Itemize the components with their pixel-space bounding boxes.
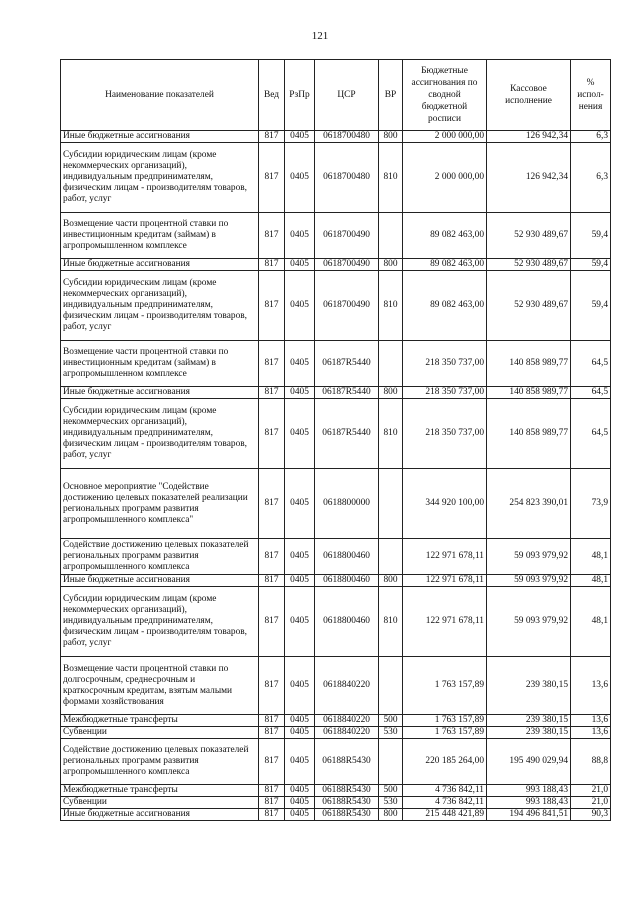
cell-plan: 89 082 463,00 <box>403 271 487 341</box>
cell-exec: 239 380,15 <box>487 715 571 727</box>
cell-csr: 06187R5440 <box>315 399 379 469</box>
cell-csr: 06188R5430 <box>315 785 379 797</box>
cell-name: Субвенции <box>61 797 259 809</box>
cell-rzpr: 0405 <box>285 213 315 259</box>
cell-ved: 817 <box>259 387 285 399</box>
cell-csr: 06187R5440 <box>315 387 379 399</box>
header-pct: % испол-нения <box>571 60 611 131</box>
cell-csr: 06188R5430 <box>315 809 379 821</box>
cell-rzpr: 0405 <box>285 259 315 271</box>
cell-plan: 4 736 842,11 <box>403 785 487 797</box>
cell-pct: 6,3 <box>571 143 611 213</box>
cell-rzpr: 0405 <box>285 539 315 575</box>
cell-name: Содействие достижению целевых показателей региональных программ развития агропромышленного комплекса <box>61 739 259 785</box>
table-row <box>61 399 611 469</box>
cell-name: Иные бюджетные ассигнования <box>61 131 259 143</box>
cell-vr: 530 <box>379 727 403 739</box>
cell-exec: 140 858 989,77 <box>487 399 571 469</box>
cell-ved: 817 <box>259 587 285 657</box>
cell-name: Межбюджетные трансферты <box>61 785 259 797</box>
header-plan: Бюджетные ассигнования по сводной бюджетной росписи <box>403 60 487 131</box>
cell-pct: 48,1 <box>571 539 611 575</box>
cell-plan: 218 350 737,00 <box>403 399 487 469</box>
table-row <box>61 131 611 143</box>
cell-vr: 530 <box>379 797 403 809</box>
cell-vr: 800 <box>379 387 403 399</box>
table-row <box>61 587 611 657</box>
cell-name: Содействие достижению целевых показателей региональных программ развития агропромышленного комплекса <box>61 539 259 575</box>
cell-rzpr: 0405 <box>285 469 315 539</box>
cell-name: Возмещение части процентной ставки по инвестиционным кредитам (займам) в агропромышленном комплексе <box>61 213 259 259</box>
cell-vr: 500 <box>379 785 403 797</box>
cell-exec: 52 930 489,67 <box>487 259 571 271</box>
cell-rzpr: 0405 <box>285 341 315 387</box>
cell-ved: 817 <box>259 657 285 715</box>
cell-ved: 817 <box>259 739 285 785</box>
cell-pct: 21,0 <box>571 797 611 809</box>
cell-name: Иные бюджетные ассигнования <box>61 809 259 821</box>
cell-ved: 817 <box>259 785 285 797</box>
table-row <box>61 727 611 739</box>
cell-exec: 140 858 989,77 <box>487 387 571 399</box>
cell-csr: 0618840220 <box>315 715 379 727</box>
cell-pct: 59,4 <box>571 259 611 271</box>
cell-ved: 817 <box>259 341 285 387</box>
cell-csr: 0618700480 <box>315 143 379 213</box>
cell-csr: 0618840220 <box>315 657 379 715</box>
cell-pct: 64,5 <box>571 399 611 469</box>
cell-exec: 59 093 979,92 <box>487 587 571 657</box>
cell-ved: 817 <box>259 271 285 341</box>
cell-vr: 800 <box>379 575 403 587</box>
cell-pct: 73,9 <box>571 469 611 539</box>
header-rzpr: РзПр <box>285 60 315 131</box>
page-number: 121 <box>311 30 329 42</box>
table-row <box>61 271 611 341</box>
cell-rzpr: 0405 <box>285 739 315 785</box>
cell-csr: 0618840220 <box>315 727 379 739</box>
cell-pct: 21,0 <box>571 785 611 797</box>
cell-pct: 64,5 <box>571 341 611 387</box>
cell-vr: 800 <box>379 809 403 821</box>
cell-pct: 59,4 <box>571 271 611 341</box>
cell-rzpr: 0405 <box>285 657 315 715</box>
cell-name: Иные бюджетные ассигнования <box>61 387 259 399</box>
cell-vr <box>379 739 403 785</box>
header-vr: ВР <box>379 60 403 131</box>
cell-plan: 344 920 100,00 <box>403 469 487 539</box>
cell-name: Субвенции <box>61 727 259 739</box>
table-row <box>61 575 611 587</box>
cell-plan: 1 763 157,89 <box>403 715 487 727</box>
cell-rzpr: 0405 <box>285 271 315 341</box>
header-ved: Вед <box>259 60 285 131</box>
cell-rzpr: 0405 <box>285 727 315 739</box>
cell-rzpr: 0405 <box>285 399 315 469</box>
cell-csr: 0618700490 <box>315 271 379 341</box>
cell-vr: 810 <box>379 587 403 657</box>
cell-ved: 817 <box>259 143 285 213</box>
cell-csr: 06188R5430 <box>315 797 379 809</box>
table-row <box>61 797 611 809</box>
cell-pct: 59,4 <box>571 213 611 259</box>
cell-plan: 218 350 737,00 <box>403 387 487 399</box>
cell-pct: 13,6 <box>571 715 611 727</box>
cell-csr: 06188R5430 <box>315 739 379 785</box>
cell-vr: 810 <box>379 399 403 469</box>
cell-vr <box>379 213 403 259</box>
cell-ved: 817 <box>259 727 285 739</box>
cell-exec: 59 093 979,92 <box>487 575 571 587</box>
cell-pct: 13,6 <box>571 727 611 739</box>
cell-plan: 122 971 678,11 <box>403 539 487 575</box>
cell-exec: 140 858 989,77 <box>487 341 571 387</box>
cell-exec: 52 930 489,67 <box>487 213 571 259</box>
cell-name: Субсидии юридическим лицам (кроме некоммерческих организаций), индивидуальным предпринимателям, физическим лицам - производителям товаров, работ, услуг <box>61 143 259 213</box>
cell-vr <box>379 341 403 387</box>
table-row <box>61 259 611 271</box>
cell-ved: 817 <box>259 131 285 143</box>
table-row <box>61 387 611 399</box>
cell-pct: 88,8 <box>571 739 611 785</box>
table-row <box>61 715 611 727</box>
table-row <box>61 341 611 387</box>
cell-plan: 1 763 157,89 <box>403 727 487 739</box>
cell-exec: 239 380,15 <box>487 657 571 715</box>
cell-plan: 215 448 421,89 <box>403 809 487 821</box>
cell-ved: 817 <box>259 809 285 821</box>
cell-name: Межбюджетные трансферты <box>61 715 259 727</box>
cell-name: Иные бюджетные ассигнования <box>61 259 259 271</box>
cell-vr <box>379 469 403 539</box>
cell-csr: 0618800000 <box>315 469 379 539</box>
table-body <box>61 131 611 821</box>
table-row <box>61 657 611 715</box>
cell-rzpr: 0405 <box>285 131 315 143</box>
cell-vr <box>379 657 403 715</box>
cell-csr: 0618700490 <box>315 213 379 259</box>
cell-exec: 194 496 841,51 <box>487 809 571 821</box>
cell-exec: 239 380,15 <box>487 727 571 739</box>
cell-pct: 64,5 <box>571 387 611 399</box>
cell-csr: 06187R5440 <box>315 341 379 387</box>
cell-pct: 48,1 <box>571 575 611 587</box>
cell-csr: 0618700480 <box>315 131 379 143</box>
cell-name: Субсидии юридическим лицам (кроме некоммерческих организаций), индивидуальным предпринимателям, физическим лицам - производителям товаров, работ, услуг <box>61 587 259 657</box>
cell-pct: 48,1 <box>571 587 611 657</box>
cell-vr: 800 <box>379 259 403 271</box>
cell-exec: 254 823 390,01 <box>487 469 571 539</box>
table-header-row <box>61 60 611 131</box>
cell-ved: 817 <box>259 213 285 259</box>
cell-rzpr: 0405 <box>285 387 315 399</box>
cell-exec: 52 930 489,67 <box>487 271 571 341</box>
cell-vr <box>379 539 403 575</box>
cell-plan: 2 000 000,00 <box>403 131 487 143</box>
cell-exec: 993 188,43 <box>487 797 571 809</box>
cell-csr: 0618800460 <box>315 575 379 587</box>
table-row <box>61 739 611 785</box>
cell-pct: 6,3 <box>571 131 611 143</box>
cell-pct: 90,3 <box>571 809 611 821</box>
cell-csr: 0618800460 <box>315 587 379 657</box>
table-row <box>61 539 611 575</box>
cell-name: Основное мероприятие "Содействие достижению целевых показателей реализации региональных программ развития агропромышленного комплекса" <box>61 469 259 539</box>
cell-ved: 817 <box>259 469 285 539</box>
cell-plan: 89 082 463,00 <box>403 259 487 271</box>
cell-vr: 800 <box>379 131 403 143</box>
table-row <box>61 213 611 259</box>
header-csr: ЦСР <box>315 60 379 131</box>
cell-exec: 59 093 979,92 <box>487 539 571 575</box>
cell-ved: 817 <box>259 797 285 809</box>
cell-name: Иные бюджетные ассигнования <box>61 575 259 587</box>
cell-vr: 500 <box>379 715 403 727</box>
cell-ved: 817 <box>259 715 285 727</box>
cell-vr: 810 <box>379 143 403 213</box>
cell-plan: 218 350 737,00 <box>403 341 487 387</box>
cell-name: Возмещение части процентной ставки по долгосрочным, среднесрочным и краткосрочным кредитам, взятым малыми формами хозяйствования <box>61 657 259 715</box>
budget-execution-table <box>60 59 611 821</box>
cell-ved: 817 <box>259 575 285 587</box>
cell-plan: 122 971 678,11 <box>403 587 487 657</box>
cell-rzpr: 0405 <box>285 587 315 657</box>
cell-pct: 13,6 <box>571 657 611 715</box>
cell-ved: 817 <box>259 259 285 271</box>
cell-plan: 220 185 264,00 <box>403 739 487 785</box>
cell-rzpr: 0405 <box>285 143 315 213</box>
cell-ved: 817 <box>259 539 285 575</box>
cell-exec: 195 490 029,94 <box>487 739 571 785</box>
cell-plan: 2 000 000,00 <box>403 143 487 213</box>
cell-rzpr: 0405 <box>285 575 315 587</box>
cell-plan: 122 971 678,11 <box>403 575 487 587</box>
cell-exec: 126 942,34 <box>487 131 571 143</box>
cell-plan: 89 082 463,00 <box>403 213 487 259</box>
cell-rzpr: 0405 <box>285 715 315 727</box>
table-row <box>61 785 611 797</box>
table-row <box>61 809 611 821</box>
header-exec: Кассовое исполнение <box>487 60 571 131</box>
table-row <box>61 143 611 213</box>
cell-rzpr: 0405 <box>285 797 315 809</box>
cell-rzpr: 0405 <box>285 809 315 821</box>
cell-vr: 810 <box>379 271 403 341</box>
cell-csr: 0618800460 <box>315 539 379 575</box>
header-name: Наименование показателей <box>61 60 259 131</box>
table-row <box>61 469 611 539</box>
cell-exec: 126 942,34 <box>487 143 571 213</box>
cell-exec: 993 188,43 <box>487 785 571 797</box>
cell-csr: 0618700490 <box>315 259 379 271</box>
cell-plan: 1 763 157,89 <box>403 657 487 715</box>
cell-name: Возмещение части процентной ставки по инвестиционным кредитам (займам) в агропромышленном комплексе <box>61 341 259 387</box>
cell-rzpr: 0405 <box>285 785 315 797</box>
cell-name: Субсидии юридическим лицам (кроме некоммерческих организаций), индивидуальным предпринимателям, физическим лицам - производителям товаров, работ, услуг <box>61 271 259 341</box>
cell-ved: 817 <box>259 399 285 469</box>
cell-name: Субсидии юридическим лицам (кроме некоммерческих организаций), индивидуальным предпринимателям, физическим лицам - производителям товаров, работ, услуг <box>61 399 259 469</box>
cell-plan: 4 736 842,11 <box>403 797 487 809</box>
